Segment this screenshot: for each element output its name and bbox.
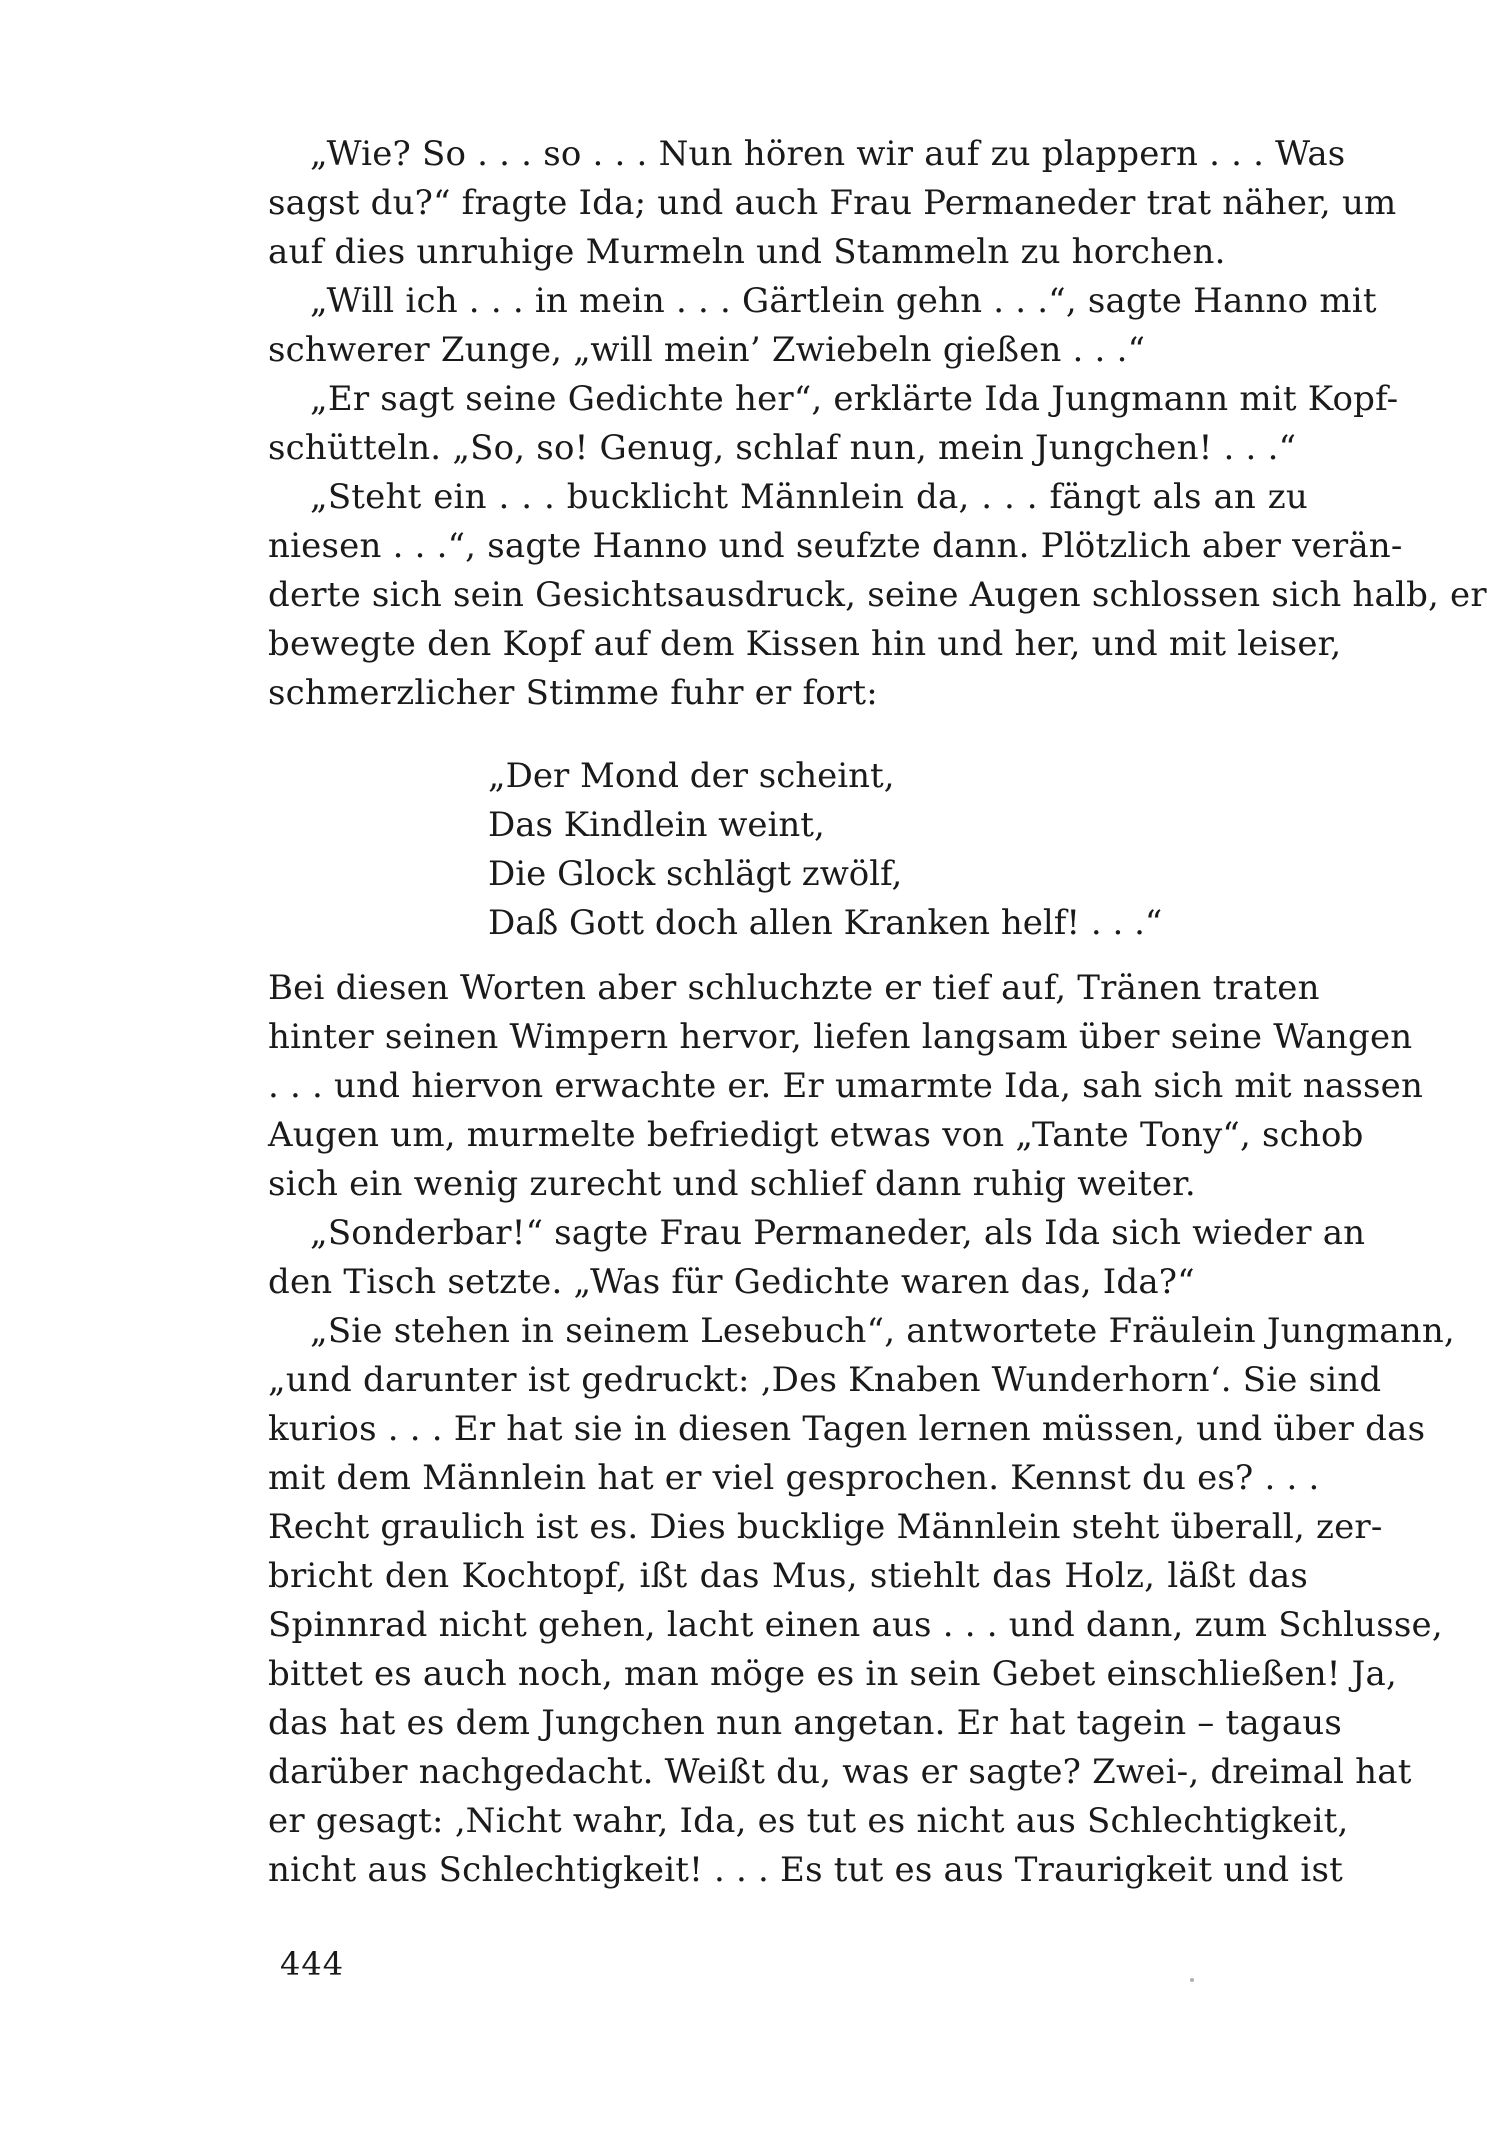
text-line: mit dem Männlein hat er viel gesprochen. Kennst du es? . . . (268, 1458, 1320, 1498)
text-line: Spinnrad nicht gehen, lacht einen aus . . . und dann, zum Schlusse, (268, 1605, 1443, 1645)
text-line: Recht graulich ist es. Dies bucklige Männlein steht überall, zer- (268, 1507, 1383, 1547)
text-line: „Steht ein . . . bucklicht Männlein da, . . . fängt als an zu (310, 477, 1308, 517)
text-line: schütteln. „So, so! Genug, schlaf nun, mein Jungchen! . . .“ (268, 428, 1297, 468)
text-line: „Wie? So . . . so . . . Nun hören wir auf zu plappern . . . Was (310, 134, 1346, 174)
text-line: Augen um, murmelte befriedigt etwas von „Tante Tony“, schob (268, 1115, 1364, 1155)
poem-line: Die Glock schlägt zwölf, (488, 854, 903, 894)
paper-speck (1190, 1978, 1194, 1982)
text-line: bewegte den Kopf auf dem Kissen hin und her, und mit leiser, (268, 624, 1342, 664)
poem-line: „Der Mond der scheint, (488, 756, 895, 796)
text-line: schwerer Zunge, „will mein’ Zwiebeln gießen . . .“ (268, 330, 1146, 370)
poem-line: Daß Gott doch allen Kranken helf! . . .“ (488, 903, 1163, 943)
text-line: auf dies unruhige Murmeln und Stammeln zu horchen. (268, 232, 1226, 272)
text-line: sagst du?“ fragte Ida; und auch Frau Permaneder trat näher, um (268, 183, 1397, 223)
text-line: „Sie stehen in seinem Lesebuch“, antwortete Fräulein Jungmann, (310, 1311, 1455, 1351)
text-line: derte sich sein Gesichtsausdruck, seine Augen schlossen sich halb, er (268, 575, 1487, 615)
text-line: „und darunter ist gedruckt: ‚Des Knaben Wunderhorn‘. Sie sind (268, 1360, 1382, 1400)
poem-stanza (488, 752, 1188, 948)
text-line: „Will ich . . . in mein . . . Gärtlein gehn . . .“, sagte Hanno mit (310, 281, 1377, 321)
text-line: Bei diesen Worten aber schluchzte er tief auf, Tränen traten (268, 968, 1320, 1008)
text-line: bittet es auch noch, man möge es in sein Gebet einschließen! Ja, (268, 1654, 1397, 1694)
text-line: „Er sagt seine Gedichte her“, erklärte Ida Jungmann mit Kopf- (310, 379, 1399, 419)
text-line: „Sonderbar!“ sagte Frau Permaneder, als Ida sich wieder an (310, 1213, 1366, 1253)
text-line: kurios . . . Er hat sie in diesen Tagen lernen müssen, und über das (268, 1409, 1426, 1449)
text-line: niesen . . .“, sagte Hanno und seufzte dann. Plötzlich aber verän- (268, 526, 1403, 566)
text-line: bricht den Kochtopf, ißt das Mus, stiehlt das Holz, läßt das (268, 1556, 1308, 1596)
text-line: . . . und hiervon erwachte er. Er umarmte Ida, sah sich mit nassen (268, 1066, 1424, 1106)
text-line: hinter seinen Wimpern hervor, liefen langsam über seine Wangen (268, 1017, 1413, 1057)
poem-line: Das Kindlein weint, (488, 805, 825, 845)
text-line: darüber nachgedacht. Weißt du, was er sagte? Zwei-, dreimal hat (268, 1752, 1412, 1792)
text-line: das hat es dem Jungchen nun angetan. Er hat tagein – tagaus (268, 1703, 1343, 1743)
text-line: sich ein wenig zurecht und schlief dann ruhig weiter. (268, 1164, 1196, 1204)
text-line: nicht aus Schlechtigkeit! . . . Es tut es aus Traurigkeit und ist (268, 1850, 1343, 1890)
text-line: schmerzlicher Stimme fuhr er fort: (268, 673, 878, 713)
text-line: den Tisch setzte. „Was für Gedichte waren das, Ida?“ (268, 1262, 1195, 1302)
text-block-top (268, 130, 1487, 718)
text-line: er gesagt: ‚Nicht wahr, Ida, es tut es nicht aus Schlechtigkeit, (268, 1801, 1349, 1841)
page-number: 444 (280, 1945, 345, 1983)
text-block-bottom (268, 964, 1455, 1895)
